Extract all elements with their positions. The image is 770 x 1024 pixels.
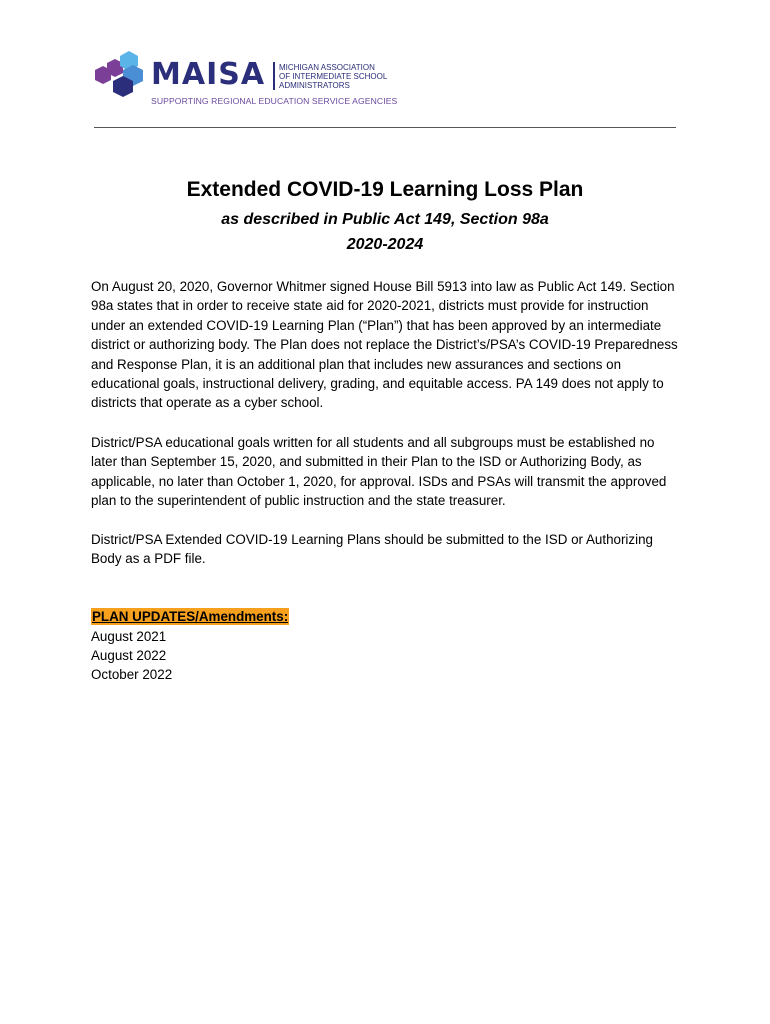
document-years: 2020-2024 xyxy=(346,236,424,253)
plan-updates-heading: PLAN UPDATES/Amendments: xyxy=(92,609,289,624)
update-date: October 2022 xyxy=(91,667,173,682)
document-title: Extended COVID-19 Learning Loss Plan xyxy=(186,178,584,201)
update-date: August 2021 xyxy=(91,629,167,644)
intro-paragraph: On August 20, 2020, Governor Whitmer signed House Bill 5913 into law as Public Act 149. Section 98a states that in order to receive state aid for 2020-2021, districts must provide for instruction under an extended COVID-19 Learning Plan (“Plan”) that has been approved by an intermediate district or authorizing body. The Plan does not replace the District’s/PSA’s COVID-19 Preparedness and Response Plan, it is an additional plan that includes new assurances and sections on educational goals, instructional delivery, grading, and equitable access. PA 149 does not apply to districts that operate as a cyber school. xyxy=(91,279,678,411)
submission-paragraph: District/PSA Extended COVID-19 Learning Plans should be submitted to the ISD or Authorizing Body as a PDF file. xyxy=(91,532,653,567)
hexagon-cluster-icon xyxy=(93,50,153,106)
logo-tagline: SUPPORTING REGIONAL EDUCATION SERVICE AGENCIES xyxy=(151,96,398,106)
maisa-logo xyxy=(93,50,403,110)
document-subtitle: as described in Public Act 149, Section 98a xyxy=(221,211,549,228)
logo-org-line: ADMINISTRATORS xyxy=(279,81,350,90)
logo-org-name xyxy=(279,63,409,90)
update-date: August 2022 xyxy=(91,648,167,663)
logo-divider xyxy=(273,62,275,90)
goals-paragraph: District/PSA educational goals written for all students and all subgroups must be established no later than September 15, 2020, and submitted in their Plan to the ISD or Authorizing Body, as applicable, no later than October 1, 2020, for approval. ISDs and PSAs will transmit the approved plan to the superintendent of public instruction and the state treasurer. xyxy=(91,435,667,509)
logo-wordmark: MAISA xyxy=(151,57,266,92)
header-divider xyxy=(94,127,676,128)
logo-org-line: MICHIGAN ASSOCIATION xyxy=(279,63,375,72)
logo-org-line: OF INTERMEDIATE SCHOOL xyxy=(279,72,388,81)
